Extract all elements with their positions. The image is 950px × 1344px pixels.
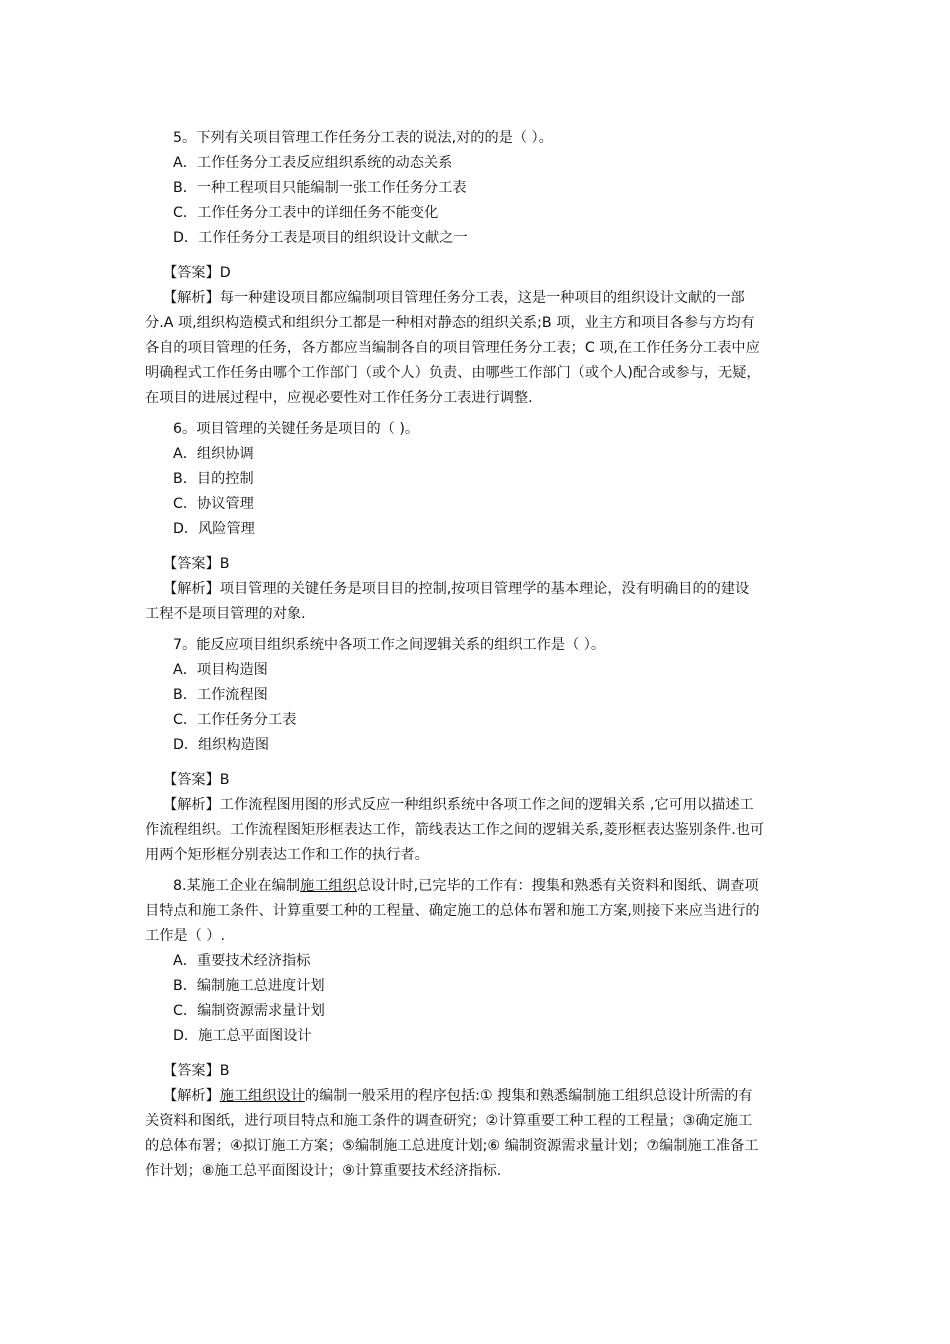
option-a: A．组织协调 — [173, 446, 254, 462]
explanation — [145, 1084, 810, 1184]
answer: 【答案】B — [163, 1063, 230, 1079]
option-b: B．工作流程图 — [173, 687, 268, 703]
option-d: D．组织构造图 — [173, 737, 270, 753]
option-c: C．工作任务分工表中的详细任务不能变化 — [173, 205, 439, 221]
option-d: D．工作任务分工表是项目的组织设计文献之一 — [173, 230, 468, 246]
explanation — [145, 793, 810, 868]
explanation-line: 的总体布署；④拟订施工方案；⑤编制施工总进度计划;⑥ 编制资源需求量计划；⑦编制施工准备工 — [145, 1138, 759, 1154]
question-stem-line: 目特点和施工条件、计算重要工种的工程量、确定施工的总体布署和施工方案,则接下来应当进行的 — [145, 903, 760, 919]
question-block-6 — [145, 417, 810, 627]
answer: 【答案】B — [163, 556, 230, 572]
explanation-line: 作计划；⑧施工总平面图设计；⑨计算重要技术经济指标. — [145, 1163, 502, 1179]
explanation-line: 【解析】工作流程图用图的形式反应一种组织系统中各项工作之间的逻辑关系 ,它可用以描述工 — [163, 797, 754, 813]
option-a: A．项目构造图 — [173, 662, 268, 678]
explanation — [145, 286, 810, 411]
explanation — [145, 577, 810, 627]
option-b: B．一种工程项目只能编制一张工作任务分工表 — [173, 180, 467, 196]
explanation-line: 作流程组织。工作流程图矩形框表达工作，箭线表达工作之间的逻辑关系,菱形框表达鉴别条件.也可 — [145, 822, 765, 838]
stem-link[interactable]: 施工组织 — [300, 878, 357, 894]
option-b: B．目的控制 — [173, 471, 254, 487]
option-d: D．风险管理 — [173, 521, 255, 537]
option-c: C．编制资源需求量计划 — [173, 1003, 325, 1019]
question-stem: 5。下列有关项目管理工作任务分工表的说法,对的的是（ ）。 — [173, 130, 553, 146]
explanation-line: 工程不是项目管理的对象. — [145, 606, 306, 622]
explanation-line: 用两个矩形框分别表达工作和工作的执行者。 — [145, 847, 429, 863]
explanation-line: 明确程式工作任务由哪个工作部门（或个人）负责、由哪些工作部门（或个人)配合或参与，无疑， — [145, 365, 761, 381]
question-stem: 6。项目管理的关键任务是项目的（ )。 — [173, 421, 420, 437]
option-d: D．施工总平面图设计 — [173, 1028, 312, 1044]
question-stem-line: 工作是（ ）. — [145, 928, 225, 944]
question-stem — [145, 874, 810, 899]
explanation-line: 【解析】项目管理的关键任务是项目目的控制,按项目管理学的基本理论，没有明确目的的建设 — [163, 581, 750, 597]
option-b: B．编制施工总进度计划 — [173, 978, 325, 994]
explanation-line: 关资料和图纸，进行项目特点和施工条件的调查研究；②计算重要工种工程的工程量；③确定施工 — [145, 1113, 753, 1129]
question-block-5 — [145, 126, 810, 411]
stem-text: 总设计时,已完毕的工作有：搜集和熟悉有关资料和图纸、调查项 — [356, 878, 759, 894]
explanation-prefix: 【解析】 — [163, 1088, 220, 1104]
question-stem: 7。能反应项目组织系统中各项工作之间逻辑关系的组织工作是（ ）。 — [173, 637, 606, 653]
explanation-line: 【解析】每一种建设项目都应编制项目管理任务分工表，这是一种项目的组织设计文献的一部 — [163, 290, 745, 306]
answer: 【答案】B — [163, 772, 230, 788]
document-content — [145, 126, 810, 1190]
question-block-8 — [145, 874, 810, 1184]
option-a: A．重要技术经济指标 — [173, 953, 311, 969]
stem-prefix: 8.某施工企业在编制 — [173, 878, 301, 894]
explanation-line — [145, 1084, 810, 1109]
explanation-line: 分.A 项,组织构造模式和组织分工都是一种相对静态的组织关系;B 项，业主方和项目各参与方均有 — [145, 315, 755, 331]
answer: 【答案】D — [163, 265, 231, 281]
explanation-line: 各自的项目管理的任务，各方都应当编制各自的项目管理任务分工表；C 项,在工作任务分工表中应 — [145, 340, 760, 356]
question-block-7 — [145, 633, 810, 868]
option-c: C．工作任务分工表 — [173, 712, 297, 728]
explanation-text: 的编制一般采用的程序包括:① 搜集和熟悉编制施工组织总设计所需的有 — [304, 1088, 753, 1104]
explanation-line: 在项目的进展过程中，应视必要性对工作任务分工表进行调整. — [145, 390, 533, 406]
explanation-link[interactable]: 施工组织设计 — [219, 1088, 305, 1104]
option-c: C．协议管理 — [173, 496, 254, 512]
option-a: A．工作任务分工表反应组织系统的动态关系 — [173, 155, 453, 171]
